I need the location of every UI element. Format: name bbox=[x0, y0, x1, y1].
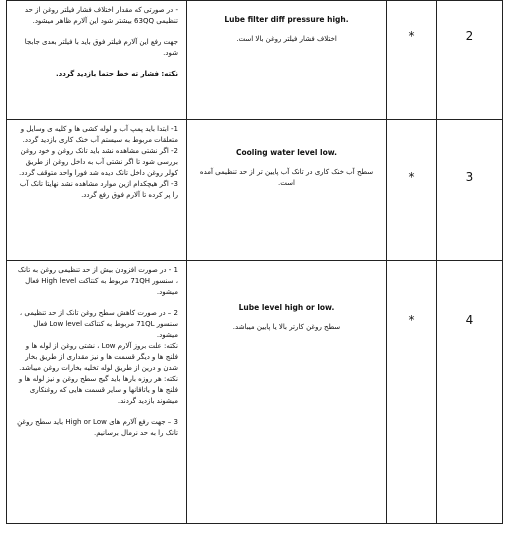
mark-cell bbox=[387, 261, 437, 524]
mark-cell bbox=[387, 120, 437, 261]
action-cell bbox=[7, 261, 187, 524]
action-text: 2 – در صورت کاهش سطح روغن تانک از حد تنظیمی ، سنسور 71QL مربوط به کنتاکت Low level فعال میشود. bbox=[19, 309, 178, 339]
description-persian: سطح آب خنک کاری در تانک آب پایین تر از حد تنظیمی آمده است. bbox=[199, 168, 374, 187]
description-cell bbox=[187, 261, 387, 524]
description-english: Lube filter diff pressure high. bbox=[224, 15, 349, 24]
description-persian: سطح روغن کارتر بالا یا پایین میباشد. bbox=[232, 323, 341, 331]
asterisk-mark: * bbox=[408, 29, 415, 43]
description-persian: اختلاف فشار فیلتر روغن بالا است. bbox=[236, 35, 337, 43]
action-cell bbox=[7, 120, 187, 261]
description-cell bbox=[187, 1, 387, 120]
table-row bbox=[7, 261, 503, 524]
row-number: 4 bbox=[465, 313, 474, 327]
action-text: جهت رفع این آلارم فیلتر فوق باید با فیلتر بعدی جابجا شود. bbox=[24, 38, 178, 57]
row-number: 3 bbox=[465, 170, 474, 184]
description-english: Cooling water level low. bbox=[235, 148, 338, 157]
number-cell bbox=[437, 261, 503, 524]
description-cell bbox=[187, 120, 387, 261]
action-text: 3 – جهت رفع آلارم های High or Low باید سطح روغنِ تانک را به حد نرمال برسانیم. bbox=[17, 418, 178, 437]
number-cell bbox=[437, 1, 503, 120]
action-text: 1 - در صورت افزودن بیش از حد تنظیمی روغن به تانک ، سنسور 71QH مربوط به کنتاکت High level فعال میشود. bbox=[17, 266, 178, 296]
action-text: 2- اگر نشتی مشاهده نشد باید تانک روغن و خود روغن بررسی شود تا اگر نشتی آب به داخل روغن از طریق کولر روغن داخل تانک دیده شد فورا واحد متوقف گردد. bbox=[19, 147, 178, 177]
action-text: - در صورتی که مقدار اختلاف فشار فیلتر روغن از حد تنظیمی 63QQ بیشتر شود این آلارم ظاهر میشود. bbox=[24, 6, 178, 25]
number-cell bbox=[437, 120, 503, 261]
note-text: نکته: هر روزه بارها باید گیج سطح روغن و نیز لوله ها و فلنج ها و یاتاقانها و سایر قسمت هایی که روغنکاری میشوند بازدید گردند. bbox=[18, 375, 178, 405]
row-number: 2 bbox=[465, 29, 474, 43]
action-text: 3- اگر هیچکدام ازین موارد مشاهده نشد نهایتا تانک آب را پر کرده تا آلارم فوق رفع گردد. bbox=[19, 180, 178, 199]
action-cell bbox=[7, 1, 187, 120]
alarm-table bbox=[6, 0, 503, 524]
asterisk-mark: * bbox=[408, 313, 415, 327]
mark-cell bbox=[387, 1, 437, 120]
action-text: 1- ابتدا باید پمپ آب و لوله کشی ها و کلیه ی وسایل و متعلقات مربوط به سیستم آب خنک کاری بازدید گردد. bbox=[20, 125, 178, 144]
asterisk-mark: * bbox=[408, 170, 415, 184]
description-english: Lube level high or low. bbox=[238, 303, 335, 312]
note-text: نکته: فشار ته خط حتما بازدید گردد. bbox=[55, 70, 178, 78]
note-text: نکته: علت بروز آلارم Low ، نشتی روغن از لوله ها و فلنج ها و دیگر قسمت ها و نیز مقداری از طریق بخار شدن و درین از طریق لوله تخلیه بخارات روغن میباشد. bbox=[19, 342, 178, 372]
table-row bbox=[7, 120, 503, 261]
table-row bbox=[7, 1, 503, 120]
